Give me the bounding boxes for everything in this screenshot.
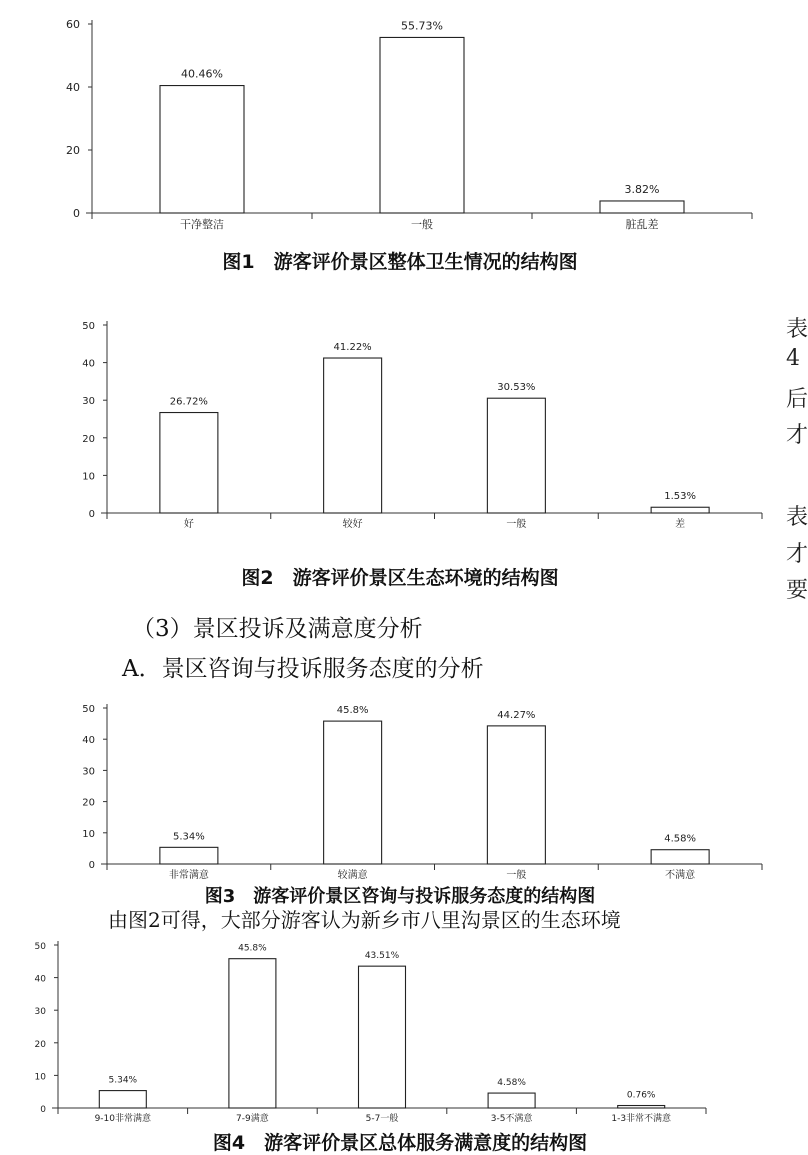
y-tick-label: 20	[34, 1039, 46, 1050]
subsection-heading: A．景区咨询与投诉服务态度的分析	[122, 656, 484, 682]
y-tick-label: 20	[82, 797, 95, 809]
y-tick-label: 0	[88, 509, 95, 520]
category-label: 3-5不满意	[490, 1114, 533, 1124]
category-label: 7-9满意	[236, 1114, 269, 1124]
y-tick-label: 10	[82, 828, 95, 840]
chart-1-sanitation	[0, 0, 800, 245]
category-label: 9-10非常满意	[94, 1114, 152, 1124]
category-label: 5-7一般	[365, 1114, 399, 1124]
data-label: 1.53%	[664, 491, 697, 503]
category-label: 非常满意	[168, 870, 209, 881]
y-tick-label: 30	[82, 396, 95, 408]
category-label: 脏乱差	[625, 218, 659, 231]
side-char: 要	[786, 578, 808, 603]
category-label: 一般	[506, 519, 527, 530]
data-label: 3.82%	[624, 182, 660, 196]
y-tick-label: 10	[82, 471, 95, 483]
data-label: 44.27%	[497, 709, 536, 721]
data-label: 55.73%	[401, 19, 443, 33]
chart-1-caption: 图1 游客评价景区整体卫生情况的结构图	[222, 251, 578, 273]
category-label: 较好	[342, 519, 363, 530]
section-heading: （3）景区投诉及满意度分析	[132, 616, 423, 642]
bar	[229, 959, 276, 1108]
y-tick-label: 30	[34, 1007, 46, 1018]
bar	[651, 507, 709, 513]
data-label: 45.8%	[238, 943, 267, 954]
category-label: 1-3非常不满意	[611, 1114, 672, 1124]
category-label: 较满意	[337, 870, 368, 881]
bar	[380, 37, 464, 213]
chart-3-caption: 图3 游客评价景区咨询与投诉服务态度的结构图	[204, 886, 596, 907]
category-label: 一般	[506, 870, 527, 881]
y-tick-label: 40	[82, 735, 95, 747]
chart-4-caption: 图4 游客评价景区总体服务满意度的结构图	[212, 1132, 588, 1154]
partial-body-line: 由图2可得，大部分游客认为新乡市八里沟景区的生态环境	[108, 908, 621, 932]
side-char: 才	[786, 423, 808, 448]
chart-4-overall-satisfaction	[0, 935, 800, 1127]
bar	[651, 850, 709, 864]
bar	[488, 1093, 535, 1108]
data-label: 4.58%	[664, 833, 697, 845]
data-label: 43.51%	[364, 951, 400, 962]
data-label: 41.22%	[333, 342, 372, 354]
chart-2-ecology	[0, 312, 808, 537]
category-label: 不满意	[665, 870, 696, 881]
y-tick-label: 0	[73, 207, 80, 220]
side-char: 表	[786, 317, 808, 342]
y-tick-label: 0	[88, 860, 95, 871]
chart-2-caption: 图2 游客评价景区生态环境的结构图	[241, 567, 559, 589]
y-tick-label: 40	[66, 81, 80, 94]
bar	[487, 726, 545, 864]
y-tick-label: 50	[82, 704, 95, 715]
y-tick-label: 30	[82, 766, 95, 778]
bar	[359, 966, 406, 1108]
data-label: 5.34%	[108, 1075, 138, 1086]
bar	[487, 398, 545, 513]
category-label: 干净整洁	[180, 218, 224, 231]
category-label: 差	[675, 519, 686, 530]
bar	[99, 1091, 146, 1108]
data-label: 26.72%	[169, 396, 208, 408]
side-char: 表	[786, 505, 808, 530]
data-label: 30.53%	[497, 382, 536, 394]
data-label: 5.34%	[172, 831, 205, 843]
y-tick-label: 40	[34, 974, 46, 985]
data-label: 0.76%	[626, 1090, 656, 1101]
data-label: 4.58%	[497, 1078, 526, 1089]
side-char: 后	[786, 387, 808, 412]
bar	[600, 201, 684, 213]
bar	[324, 721, 382, 864]
bar	[160, 847, 218, 864]
data-label: 40.46%	[181, 67, 223, 81]
y-tick-label: 60	[66, 18, 80, 31]
y-tick-label: 20	[66, 144, 80, 157]
bar	[618, 1106, 665, 1108]
category-label: 一般	[411, 218, 433, 231]
data-label: 45.8%	[336, 705, 369, 717]
bar	[160, 86, 244, 213]
category-label: 好	[183, 519, 194, 530]
bar	[160, 413, 218, 513]
y-tick-label: 10	[34, 1072, 46, 1083]
side-char: 4	[786, 346, 800, 371]
chart-3-consultation	[0, 700, 800, 880]
y-tick-label: 50	[34, 942, 46, 952]
side-char: 才	[786, 542, 808, 567]
y-tick-label: 40	[82, 358, 95, 370]
y-tick-label: 0	[40, 1105, 46, 1115]
y-tick-label: 50	[82, 321, 95, 332]
y-tick-label: 20	[82, 433, 95, 445]
bar	[324, 358, 382, 513]
